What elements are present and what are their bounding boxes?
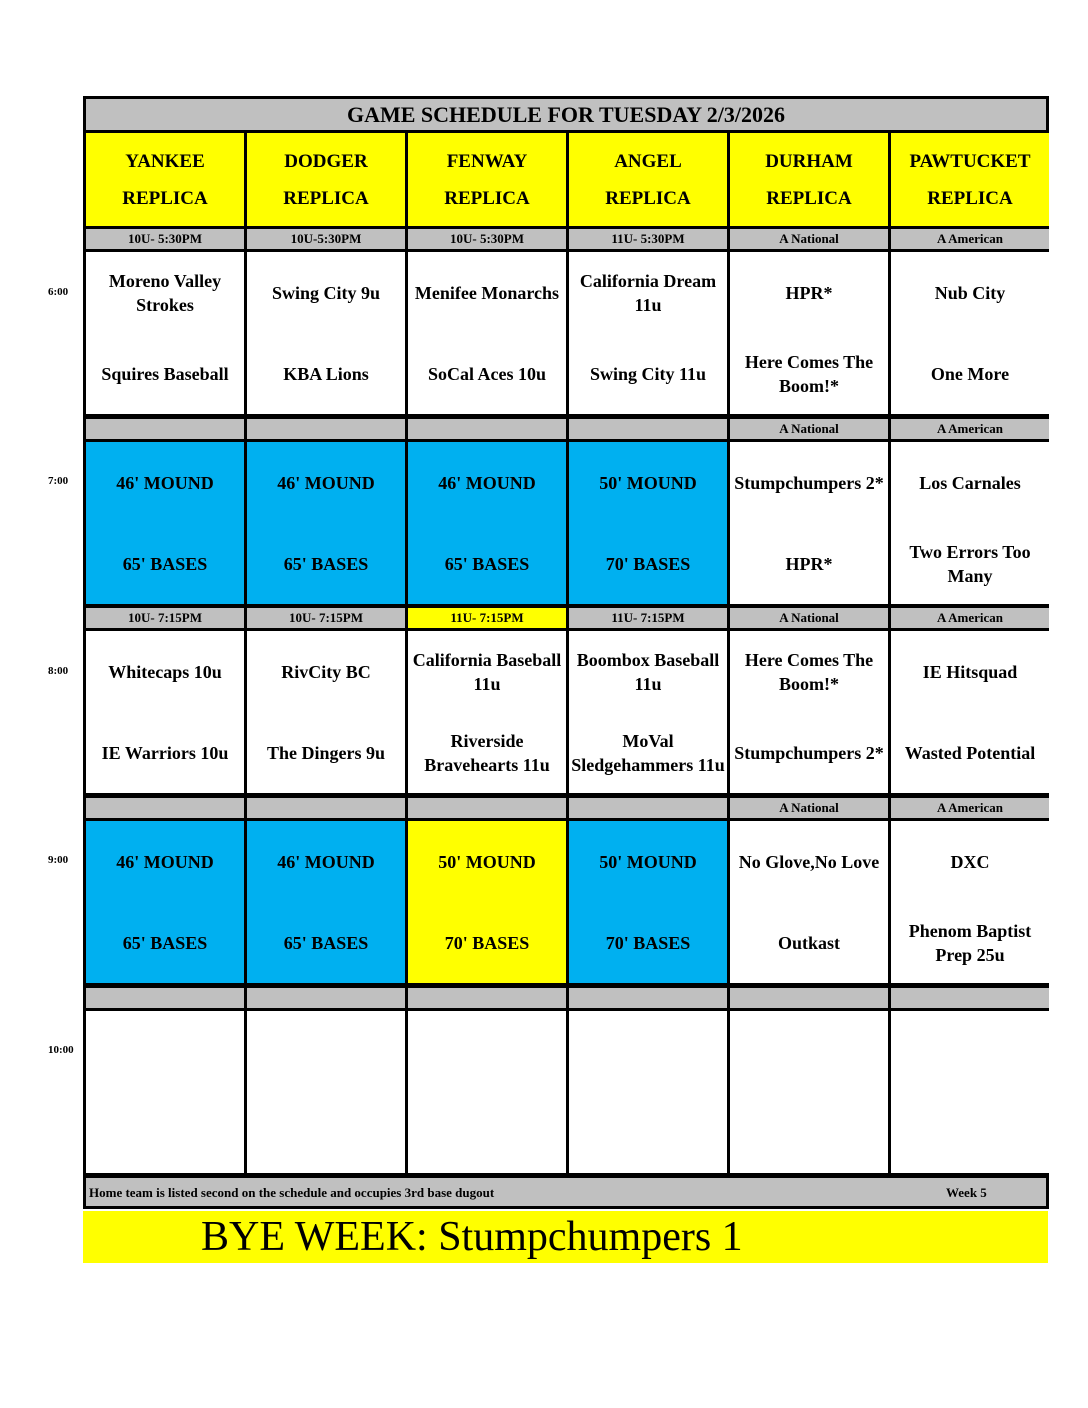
division-time-cell	[569, 419, 727, 439]
division-time-cell: 10U- 7:15PM	[86, 608, 244, 628]
schedule-table	[83, 96, 1049, 1209]
away-team	[247, 1011, 405, 1092]
game-cell	[86, 631, 244, 793]
game-cell	[891, 1011, 1049, 1173]
away-team: 50' MOUND	[599, 851, 697, 872]
game-cell	[86, 442, 244, 604]
home-team: Riverside Bravehearts 11u	[424, 730, 550, 775]
bye-week-text: BYE WEEK: Stumpchumpers 1	[201, 1214, 743, 1260]
division-time-cell	[86, 798, 244, 818]
game-cell	[569, 1011, 727, 1173]
away-team: IE Hitsquad	[922, 661, 1018, 682]
game-cell	[891, 442, 1049, 604]
division-time-cell: 11U- 7:15PM	[569, 608, 727, 628]
schedule-title: GAME SCHEDULE FOR TUESDAY 2/3/2026	[86, 99, 1046, 130]
field-header	[86, 133, 244, 226]
home-team: Stumpchumpers 2*	[734, 742, 884, 763]
game-cell	[730, 631, 888, 793]
field-name: YANKEE	[125, 150, 205, 172]
field-header	[247, 133, 405, 226]
field-name: DODGER	[284, 150, 368, 172]
game-cell	[569, 821, 727, 983]
field-sub: REPLICA	[444, 187, 530, 209]
week-label: Week 5	[946, 1185, 987, 1200]
division-time-cell: A American	[891, 608, 1049, 628]
division-time-cell: A National	[730, 608, 888, 628]
division-time-cell	[247, 988, 405, 1008]
time-label: 7:00	[48, 475, 69, 487]
home-team: Outkast	[777, 932, 840, 953]
field-sub: REPLICA	[766, 187, 852, 209]
field-header	[730, 133, 888, 226]
away-team: 46' MOUND	[116, 851, 214, 872]
away-team: 50' MOUND	[599, 472, 697, 493]
away-team	[86, 1011, 244, 1092]
game-cell	[569, 442, 727, 604]
division-time-cell	[408, 988, 566, 1008]
division-time-cell: A American	[891, 229, 1049, 249]
away-team: Here Comes The Boom!*	[744, 649, 874, 694]
game-cell	[247, 631, 405, 793]
schedule-footer	[86, 1178, 1046, 1206]
home-team	[730, 1092, 888, 1173]
home-team: Wasted Potential	[904, 742, 1036, 763]
division-time-cell	[891, 988, 1049, 1008]
game-cell	[730, 442, 888, 604]
game-cell	[247, 821, 405, 983]
home-team: Squires Baseball	[101, 363, 229, 384]
home-team: KBA Lions	[283, 363, 369, 384]
division-time-cell	[569, 798, 727, 818]
game-cell	[408, 821, 566, 983]
division-time-cell: A National	[730, 229, 888, 249]
division-time-cell: 11U- 7:15PM	[408, 608, 566, 628]
home-team: Here Comes The Boom!*	[744, 351, 874, 396]
division-time-cell: A National	[730, 419, 888, 439]
away-team: 46' MOUND	[277, 851, 375, 872]
home-team: The Dingers 9u	[266, 742, 385, 763]
home-team	[408, 1092, 566, 1173]
away-team: Whitecaps 10u	[108, 661, 222, 682]
home-team	[86, 1092, 244, 1173]
field-sub: REPLICA	[605, 187, 691, 209]
division-time-cell: A American	[891, 798, 1049, 818]
home-team	[891, 1092, 1049, 1173]
game-cell	[86, 1011, 244, 1173]
field-sub: REPLICA	[927, 187, 1013, 209]
away-team	[730, 1011, 888, 1092]
game-cell	[408, 631, 566, 793]
away-team: 46' MOUND	[277, 472, 375, 493]
home-team: IE Warriors 10u	[101, 742, 229, 763]
division-time-cell	[86, 988, 244, 1008]
home-team: 70' BASES	[605, 553, 691, 574]
division-time-cell	[408, 798, 566, 818]
game-cell	[86, 252, 244, 414]
game-cell	[730, 1011, 888, 1173]
home-team: Swing City 11u	[589, 363, 707, 384]
home-team: One More	[930, 363, 1010, 384]
division-time-cell: A American	[891, 419, 1049, 439]
division-time-cell: 11U- 5:30PM	[569, 229, 727, 249]
away-team: California Dream 11u	[579, 270, 717, 315]
home-team: 70' BASES	[605, 932, 691, 953]
game-cell	[730, 821, 888, 983]
home-team: MoVal Sledgehammers 11u	[571, 730, 725, 775]
away-team	[408, 1011, 566, 1092]
division-time-cell	[247, 798, 405, 818]
division-time-cell	[730, 988, 888, 1008]
away-team: HPR*	[785, 282, 833, 303]
field-header	[569, 133, 727, 226]
field-header	[408, 133, 566, 226]
away-team: California Baseball 11u	[412, 649, 562, 694]
field-sub: REPLICA	[122, 187, 208, 209]
home-team-note: Home team is listed second on the schedule and occupies 3rd base dugout	[89, 1185, 495, 1200]
time-label: 10:00	[48, 1044, 74, 1056]
game-cell	[408, 442, 566, 604]
home-team: 65' BASES	[444, 553, 530, 574]
game-cell	[247, 442, 405, 604]
away-team: 50' MOUND	[438, 851, 536, 872]
home-team: HPR*	[785, 553, 833, 574]
game-cell	[891, 631, 1049, 793]
away-team: Moreno Valley Strokes	[108, 270, 222, 315]
bye-week-banner	[83, 1211, 1048, 1263]
away-team: Menifee Monarchs	[414, 282, 560, 303]
away-team: RivCity BC	[281, 661, 371, 682]
away-team: Boombox Baseball 11u	[576, 649, 720, 694]
field-name: ANGEL	[614, 150, 682, 172]
field-name: FENWAY	[446, 150, 528, 172]
division-time-cell: 10U- 5:30PM	[86, 229, 244, 249]
game-cell	[247, 1011, 405, 1173]
away-team: 46' MOUND	[438, 472, 536, 493]
game-cell	[891, 252, 1049, 414]
away-team: No Glove,No Love	[738, 851, 880, 872]
field-sub: REPLICA	[283, 187, 369, 209]
division-time-cell: 10U- 7:15PM	[247, 608, 405, 628]
home-team: 65' BASES	[283, 553, 369, 574]
away-team: 46' MOUND	[116, 472, 214, 493]
home-team: Phenom Baptist Prep 25u	[908, 920, 1032, 965]
home-team	[247, 1092, 405, 1173]
time-label: 9:00	[48, 854, 69, 866]
home-team: 65' BASES	[122, 553, 208, 574]
away-team: Los Carnales	[919, 472, 1021, 493]
division-time-cell: A National	[730, 798, 888, 818]
away-team: Swing City 9u	[271, 282, 381, 303]
game-cell	[408, 1011, 566, 1173]
home-team: 65' BASES	[122, 932, 208, 953]
away-team	[891, 1011, 1049, 1092]
game-cell	[569, 252, 727, 414]
game-cell	[86, 821, 244, 983]
game-cell	[247, 252, 405, 414]
division-time-cell	[247, 419, 405, 439]
home-team: Two Errors Too Many	[909, 541, 1031, 586]
time-label: 6:00	[48, 286, 69, 298]
time-label: 8:00	[48, 665, 69, 677]
game-cell	[408, 252, 566, 414]
home-team: SoCal Aces 10u	[427, 363, 546, 384]
division-time-cell: 10U- 5:30PM	[408, 229, 566, 249]
away-team	[569, 1011, 727, 1092]
division-time-cell: 10U-5:30PM	[247, 229, 405, 249]
away-team: DXC	[950, 851, 990, 872]
division-time-cell	[569, 988, 727, 1008]
field-header	[891, 133, 1049, 226]
away-team: Nub City	[934, 282, 1006, 303]
game-cell	[569, 631, 727, 793]
division-time-cell	[86, 419, 244, 439]
home-team: 70' BASES	[444, 932, 530, 953]
division-time-cell	[408, 419, 566, 439]
field-name: PAWTUCKET	[909, 150, 1031, 172]
away-team: Stumpchumpers 2*	[734, 472, 884, 493]
field-name: DURHAM	[765, 150, 853, 172]
home-team	[569, 1092, 727, 1173]
home-team: 65' BASES	[283, 932, 369, 953]
game-cell	[891, 821, 1049, 983]
game-cell	[730, 252, 888, 414]
time-column	[0, 0, 84, 1408]
